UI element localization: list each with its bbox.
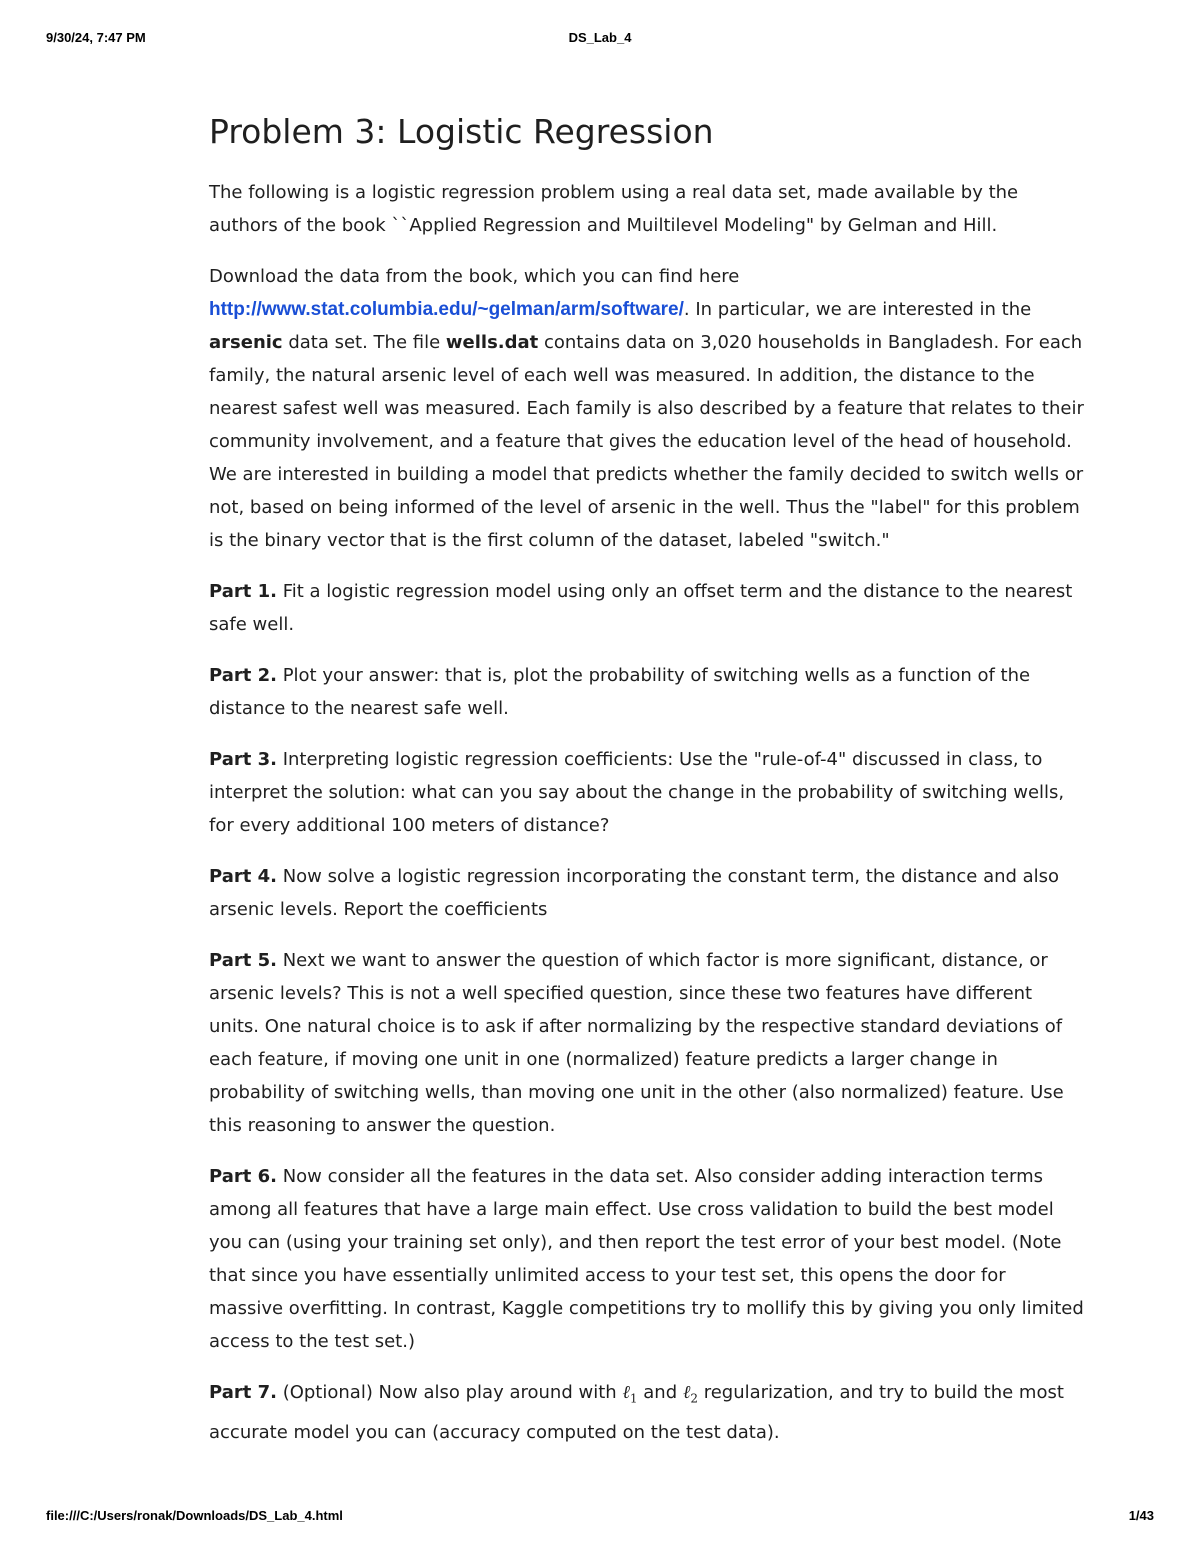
part-1-text: Fit a logistic regression model using only an offset term and the distance to the nearest safe well.: [209, 581, 1073, 635]
part-4-paragraph: [209, 860, 1084, 926]
part-2-label: Part 2.: [209, 665, 277, 686]
part-6-paragraph: [209, 1160, 1084, 1358]
download-after-link: . In particular, we are interested in the: [683, 299, 1032, 320]
part-4-text: Now solve a logistic regression incorporating the constant term, the distance and also arsenic levels. Report the coefficients: [209, 866, 1060, 920]
part-5-label: Part 5.: [209, 950, 277, 971]
page-title: Problem 3: Logistic Regression: [209, 112, 714, 151]
part-2-paragraph: [209, 659, 1084, 725]
print-footer-path: file:///C:/Users/ronak/Downloads/DS_Lab_4.html: [46, 1508, 343, 1523]
download-pre-link: Download the data from the book, which you can find here: [209, 266, 740, 287]
print-header-datetime: 9/30/24, 7:47 PM: [46, 30, 146, 45]
part-6-text: Now consider all the features in the data set. Also consider adding interaction terms among all features that have a large main effect. Use cross validation to build the best model you can (using your training set only), and then report the test error of your best model. (Note that since you have essentially unlimited access to your test set, this opens the door for massive overfitting. In contrast, Kaggle competitions try to mollify this by giving you only limited access to the test set.): [209, 1166, 1084, 1352]
download-mid: data set. The file: [282, 332, 446, 353]
l2-subscript: 2: [690, 1391, 698, 1406]
l1-subscript: 1: [629, 1391, 638, 1406]
print-header-title: DS_Lab_4: [568, 30, 632, 45]
l1-norm-symbol: [622, 1382, 638, 1406]
part-2-text: Plot your answer: that is, plot the probability of switching wells as a function of the distance to the nearest safe well.: [209, 665, 1031, 719]
part-5-paragraph: [209, 944, 1084, 1142]
part-7-paragraph: [209, 1376, 1084, 1449]
part-7-post: regularization, and try to build the most accurate model you can (accuracy computed on the test data).: [209, 1382, 1064, 1443]
part-7-and: and: [637, 1382, 683, 1403]
download-rest: contains data on 3,020 households in Bangladesh. For each family, the natural arsenic level of each well was measured. In addition, the distance to the nearest safest well was measured. Each family is also described by a feature that relates to their community involvement, and a feature that gives the education level of the head of household. We are interested in building a model that predicts whether the family decided to switch wells or not, based on being informed of the level of arsenic in the well. Thus the "label" for this problem is the binary vector that is the first column of the dataset, labeled "switch.": [209, 332, 1084, 551]
part-7-label: Part 7.: [209, 1382, 277, 1403]
print-footer-page: 1/43: [1128, 1508, 1154, 1523]
l2-symbol: ℓ: [682, 1382, 691, 1403]
print-footer: [0, 1508, 1200, 1528]
part-5-text: Next we want to answer the question of which factor is more significant, distance, or arsenic levels? This is not a well specified question, since these two features have different units. One natural choice is to ask if after normalizing by the respective standard deviations of each feature, if moving one unit in one (normalized) feature predicts a larger change in probability of switching wells, than moving one unit in the other (also normalized) feature. Use this reasoning to answer the question.: [209, 950, 1064, 1136]
part-1-label: Part 1.: [209, 581, 277, 602]
download-paragraph: [209, 260, 1084, 557]
data-source-link[interactable]: http://www.stat.columbia.edu/~gelman/arm/software/: [209, 299, 684, 320]
part-3-paragraph: [209, 743, 1084, 842]
print-header: [0, 30, 1200, 50]
part-3-text: Interpreting logistic regression coefficients: Use the "rule-of-4" discussed in class, to interpret the solution: what can you say about the change in the probability of switching wells, for every additional 100 meters of distance?: [209, 749, 1065, 836]
wells-file-bold: wells.dat: [445, 332, 539, 353]
intro-paragraph: The following is a logistic regression problem using a real data set, made available by the authors of the book ``Applied Regression and Muiltilevel Modeling" by Gelman and Hill.: [209, 182, 1019, 236]
l1-symbol: ℓ: [622, 1382, 630, 1403]
part-7-pre: (Optional) Now also play around with: [276, 1382, 623, 1403]
part-4-label: Part 4.: [209, 866, 277, 887]
l2-norm-symbol: [682, 1382, 698, 1406]
document-body: [209, 104, 1084, 1467]
part-1-paragraph: [209, 575, 1084, 641]
part-3-label: Part 3.: [209, 749, 277, 770]
arsenic-bold: arsenic: [209, 332, 283, 353]
part-6-label: Part 6.: [209, 1166, 277, 1187]
